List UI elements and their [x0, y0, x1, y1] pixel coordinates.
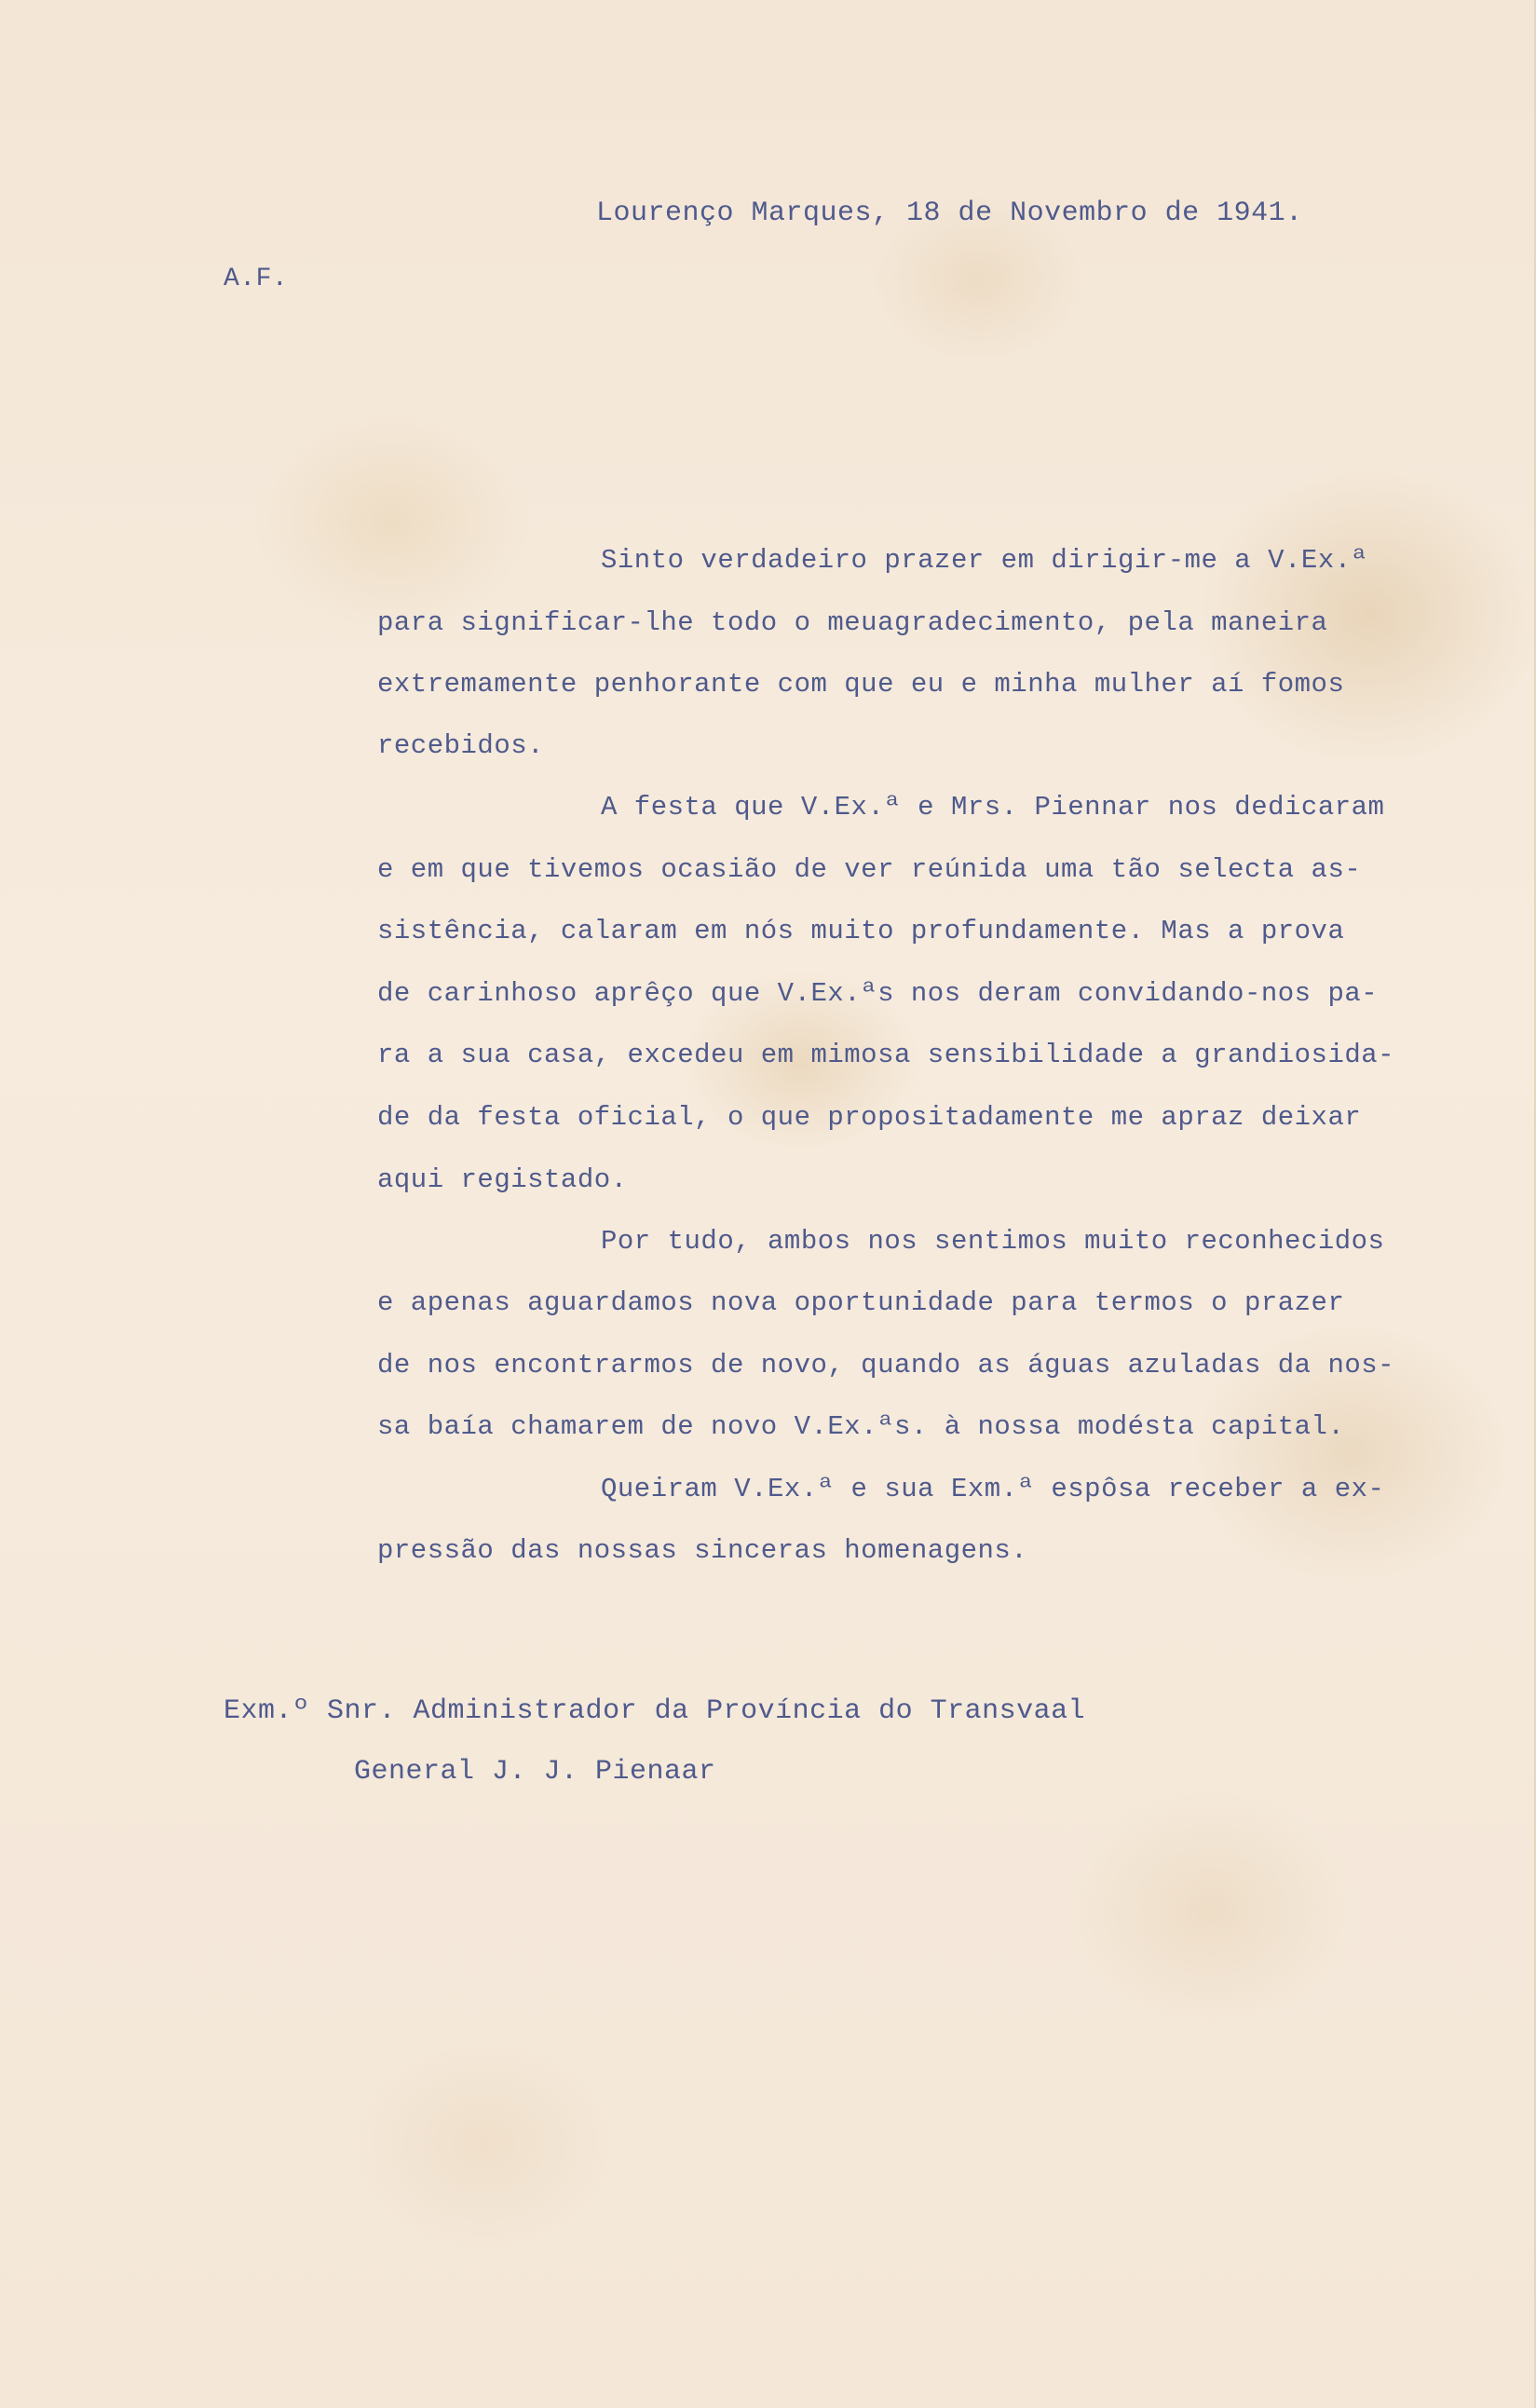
body-line: Queiram V.Ex.ª e sua Exm.ª espôsa receber a ex- — [601, 1474, 1385, 1504]
body-line: pressão das nossas sinceras homenagens. — [377, 1535, 1028, 1566]
addressee-title: Exm.º Snr. Administrador da Província do Transvaal — [224, 1695, 1086, 1727]
body-line: de carinhoso aprêço que V.Ex.ªs nos deram convidando-nos pa- — [377, 978, 1379, 1009]
addressee-name: General J. J. Pienaar — [354, 1756, 716, 1788]
body-line: recebidos. — [377, 730, 545, 761]
body-line: Por tudo, ambos nos sentimos muito reconhecidos — [601, 1226, 1385, 1257]
body-line: de da festa oficial, o que propositadamente me apraz deixar — [377, 1102, 1362, 1133]
body-line: e em que tivemos ocasião de ver reúnida uma tão selecta as- — [377, 854, 1362, 885]
body-line: para significar-lhe todo o meuagradecimento, pela maneira — [377, 607, 1328, 638]
body-line: ra a sua casa, excedeu em mimosa sensibilidade a grandiosida- — [377, 1040, 1395, 1070]
body-line: aqui registado. — [377, 1164, 628, 1195]
reference-initials: A.F. — [224, 265, 289, 293]
body-line: e apenas aguardamos nova oportunidade para termos o prazer — [377, 1287, 1345, 1318]
body-line: A festa que V.Ex.ª e Mrs. Piennar nos dedicaram — [601, 792, 1385, 823]
place-date: Lourenço Marques, 18 de Novembro de 1941. — [596, 197, 1303, 229]
body-line: extremamente penhorante com que eu e minha mulher aí fomos — [377, 669, 1345, 700]
body-line: sistência, calaram em nós muito profundamente. Mas a prova — [377, 916, 1345, 946]
body-line: Sinto verdadeiro prazer em dirigir-me a V.Ex.ª — [601, 545, 1368, 576]
body-line: sa baía chamarem de novo V.Ex.ªs. à nossa modésta capital. — [377, 1411, 1345, 1442]
body-line: de nos encontrarmos de novo, quando as águas azuladas da nos- — [377, 1350, 1395, 1381]
